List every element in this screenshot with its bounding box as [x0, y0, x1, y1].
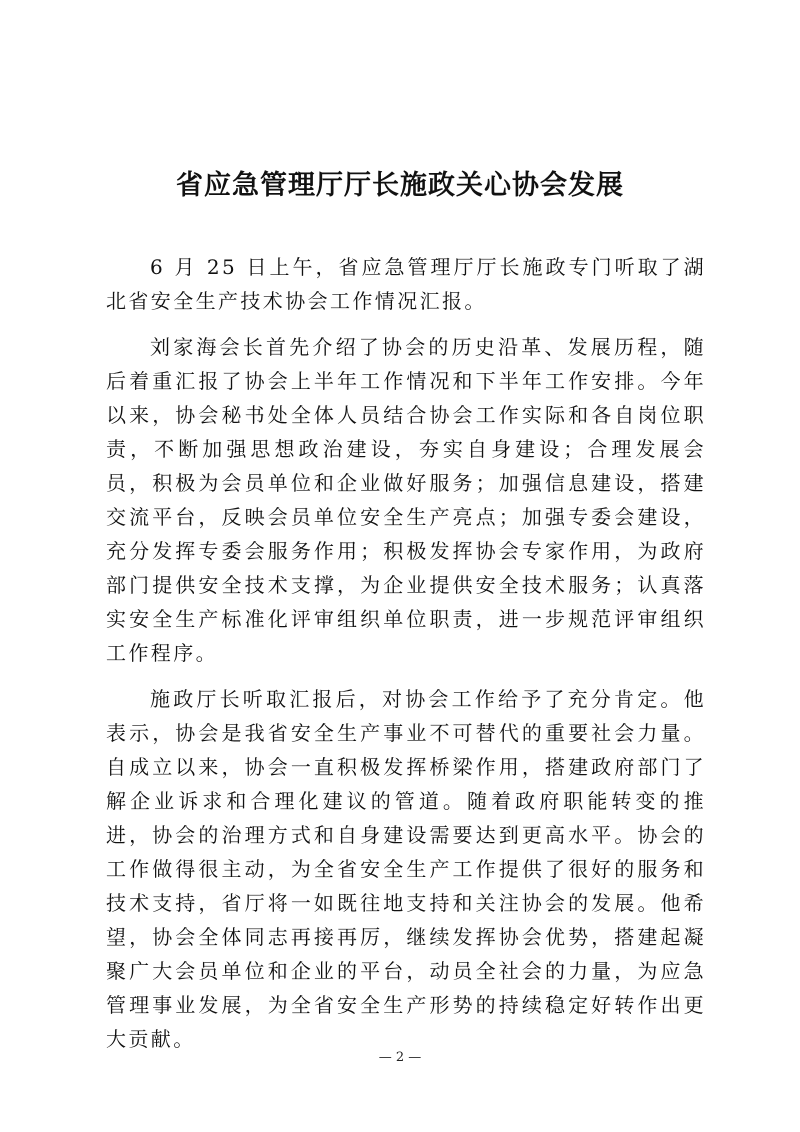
page-number: — 2 — — [378, 1050, 422, 1065]
paragraph-1: 6 月 25 日上午，省应急管理厅厅长施政专门听取了湖北省安全生产技术协会工作情况汇报。 — [106, 255, 706, 313]
document-title: 省应急管理厅厅长施政关心协会发展 — [176, 170, 624, 201]
paragraph-2: 刘家海会长首先介绍了协会的历史沿革、发展历程，随后着重汇报了协会上半年工作情况和下半年工作安排。今年以来，协会秘书处全体人员结合协会工作实际和各自岗位职责，不断加强思想政治建设，夯实自身建设；合理发展会员，积极为会员单位和企业做好服务；加强信息建设，搭建交流平台，反映会员单位安全生产亮点；加强专委会建设，充分发挥专委会服务作用；积极发挥协会专家作用，为政府部门提供安全技术支撑，为企业提供安全技术服务；认真落实安全生产标准化评审组织单位职责，进一步规范评审组织工作程序。 — [106, 335, 706, 665]
document-body — [106, 250, 706, 1068]
paragraph-3: 施政厅长听取汇报后，对协会工作给予了充分肯定。他表示，协会是我省安全生产事业不可替代的重要社会力量。自成立以来，协会一直积极发挥桥梁作用，搭建政府部门了解企业诉求和合理化建议的管道。随着政府职能转变的推进，协会的治理方式和自身建设需要达到更高水平。协会的工作做得很主动，为全省安全生产工作提供了很好的服务和技术支持，省厅将一如既往地支持和关注协会的发展。他希望，协会全体同志再接再厉，继续发挥协会优势，搭建起凝聚广大会员单位和企业的平台，动员全社会的力量，为应急管理事业发展，为全省安全生产形势的持续稳定好转作出更大贡献。 — [106, 687, 706, 1051]
